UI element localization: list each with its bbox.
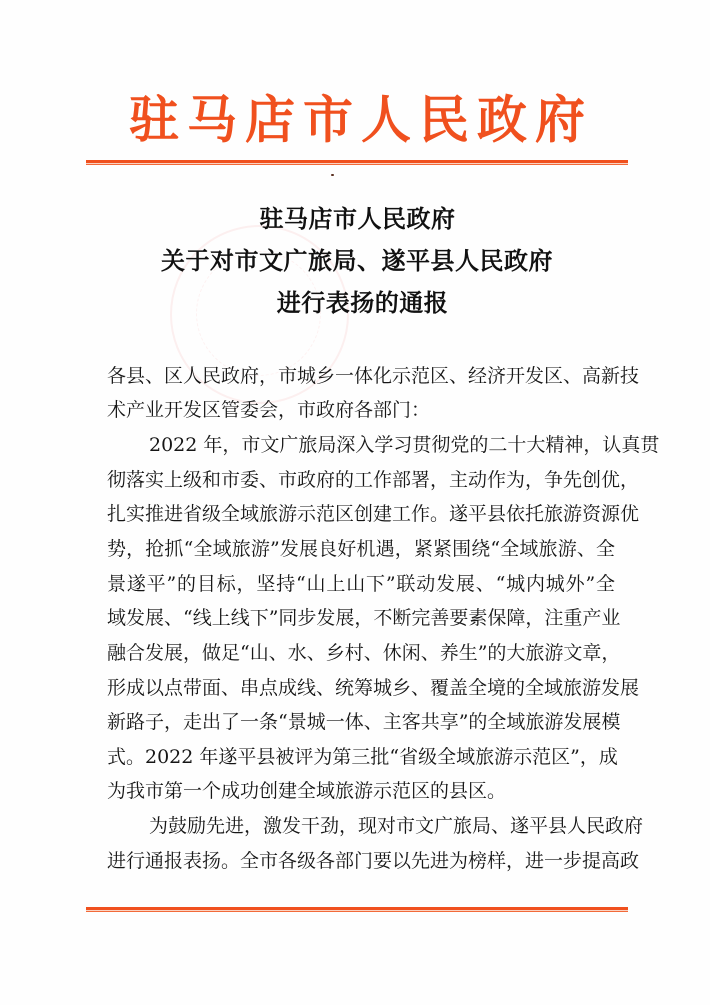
- footer-divider: [86, 907, 628, 912]
- paragraph-1-line-3: 扎实推进省级全域旅游示范区创建工作。遂平县依托旅游资源优: [107, 503, 640, 525]
- letterhead: [86, 84, 628, 148]
- paragraph-1-line-8: 形成以点带面、串点成线、统筹城乡、覆盖全境的全域旅游发展: [107, 677, 640, 699]
- paragraph-1-line-1: 2022 年，市文广旅局深入学习贯彻党的二十大精神，认真贯: [149, 434, 660, 456]
- paragraph-1-line-4: 势，抢抓“全域旅游”发展良好机遇，紧紧围绕“全域旅游、全: [107, 538, 615, 560]
- salutation-line-1: 各县、区人民政府，市城乡一体化示范区、经济开发区、高新技: [107, 365, 640, 387]
- paragraph-1-line-5: 景遂平”的目标，坚持“山上山下”联动发展、“城内城外”全: [107, 573, 615, 595]
- paragraph-1-line-11: 为我市第一个成功创建全域旅游示范区的县区。: [107, 780, 507, 802]
- letterhead-divider: [86, 160, 628, 165]
- notice-title-line-1: 驻马店市人民政府: [259, 204, 456, 233]
- paragraph-1-line-2: 彻落实上级和市委、市政府的工作部署，主动作为，争先创优，: [107, 469, 640, 491]
- paragraph-1-line-9: 新路子，走出了一条“景城一体、主客共享”的全域旅游发展模: [107, 711, 621, 733]
- paragraph-1-line-7: 融合发展，做足“山、水、乡村、休闲、养生”的大旅游文章，: [107, 642, 621, 664]
- scan-speck: [331, 174, 334, 176]
- letterhead-issuer: 驻马店市人民政府: [129, 89, 593, 150]
- notice-title-line-2: 关于对市文广旅局、遂平县人民政府: [161, 246, 553, 275]
- paragraph-1-line-6: 域发展、“线上线下”同步发展，不断完善要素保障，注重产业: [107, 607, 621, 629]
- paragraph-2-line-2: 进行通报表扬。全市各级各部门要以先进为榜样，进一步提高政: [107, 850, 640, 872]
- salutation-line-2: 术产业开发区管委会，市政府各部门：: [107, 399, 431, 421]
- paragraph-1-line-10: 式。2022 年遂平县被评为第三批“省级全域旅游示范区”，成: [107, 746, 618, 768]
- paragraph-2-line-1: 为鼓励先进，激发干劲，现对市文广旅局、遂平县人民政府: [149, 815, 644, 837]
- notice-title-line-3: 进行表扬的通报: [276, 288, 449, 317]
